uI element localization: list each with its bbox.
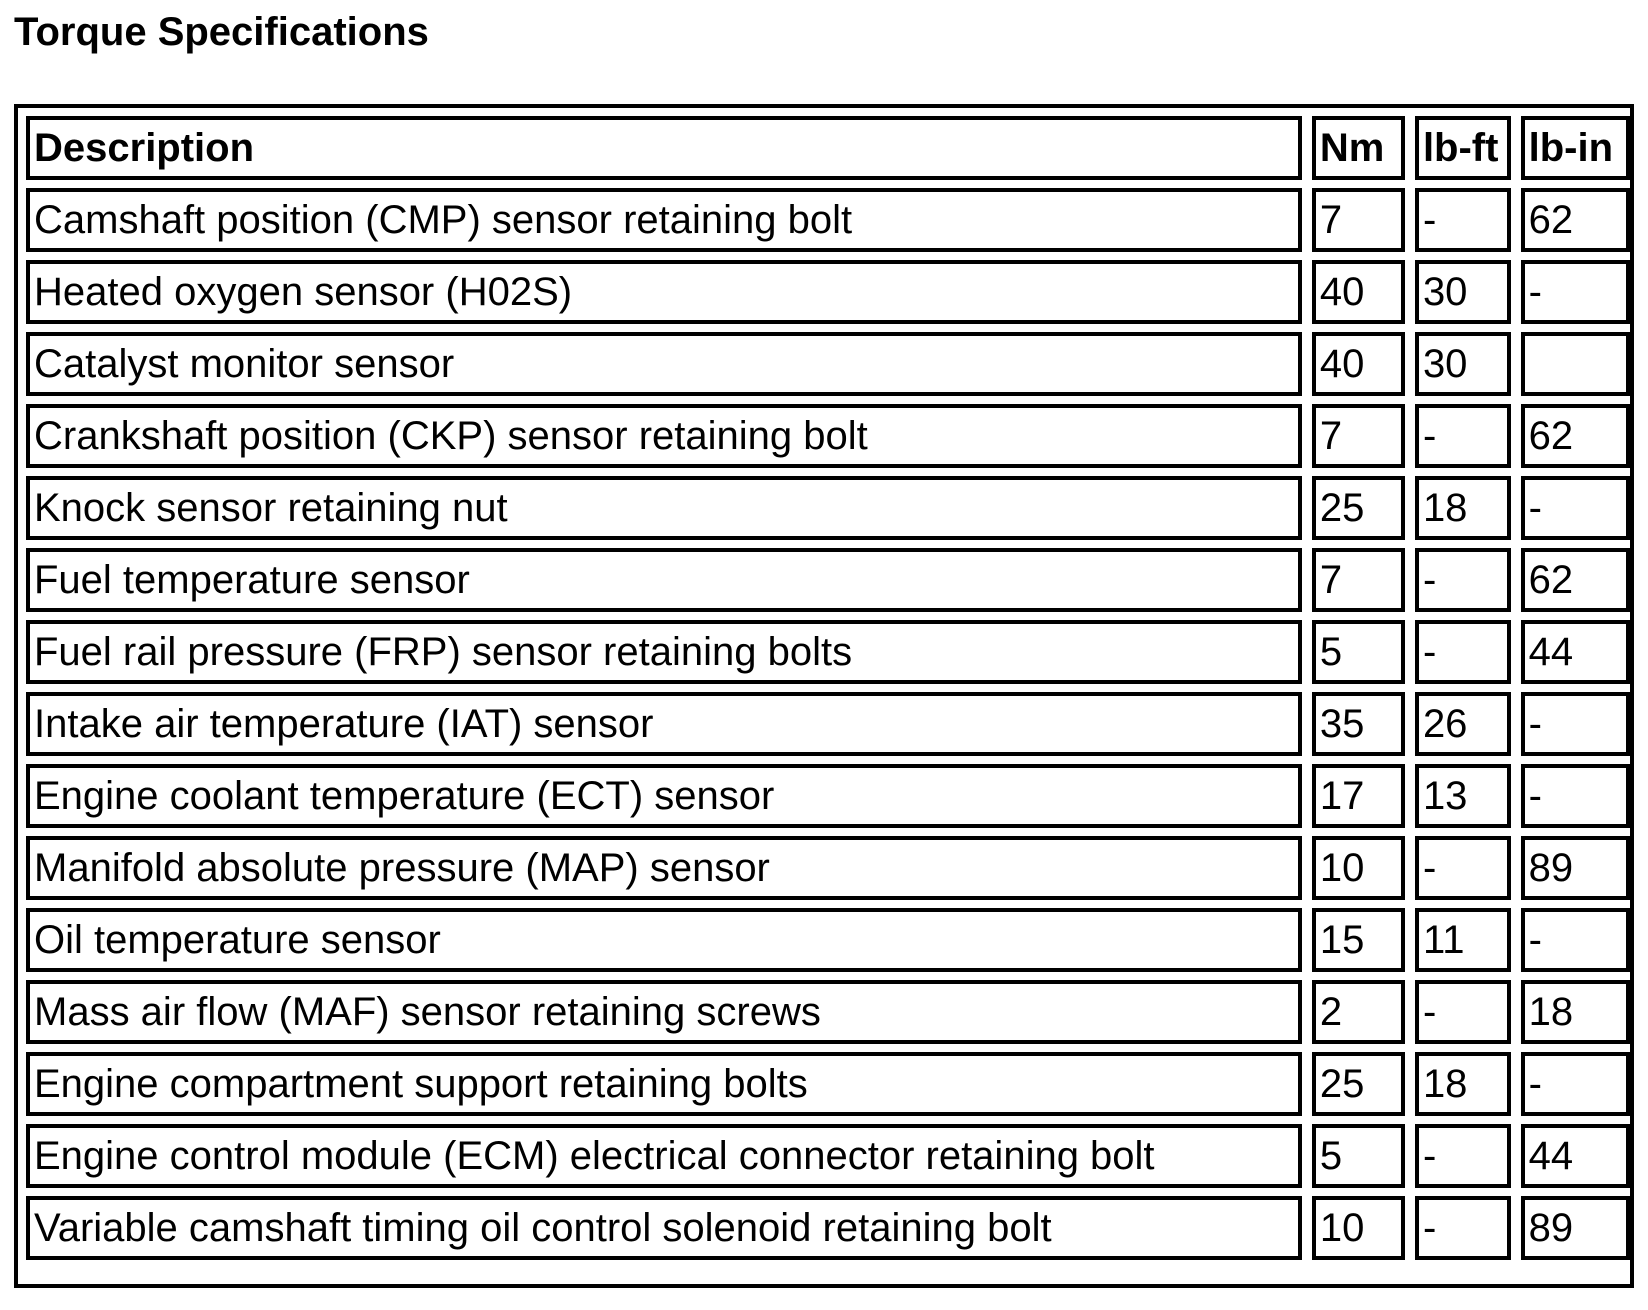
cell-lb-ft: - [1415, 836, 1511, 900]
cell-lb-ft: 13 [1415, 764, 1511, 828]
cell-lb-ft: - [1415, 1124, 1511, 1188]
table-row [26, 836, 1630, 900]
cell-lb-in: 62 [1521, 404, 1630, 468]
cell-nm: 40 [1312, 332, 1405, 396]
table-row [26, 1196, 1630, 1260]
header-lb-in: lb-in [1521, 116, 1630, 180]
cell-description: Mass air flow (MAF) sensor retaining screws [26, 980, 1302, 1044]
cell-nm: 35 [1312, 692, 1405, 756]
cell-lb-ft: - [1415, 980, 1511, 1044]
cell-description: Manifold absolute pressure (MAP) sensor [26, 836, 1302, 900]
cell-lb-ft: - [1415, 188, 1511, 252]
table-row [26, 404, 1630, 468]
cell-nm: 25 [1312, 1052, 1405, 1116]
table-row [26, 980, 1630, 1044]
cell-lb-in: - [1521, 1052, 1630, 1116]
cell-description: Engine control module (ECM) electrical connector retaining bolt [26, 1124, 1302, 1188]
cell-lb-in: 89 [1521, 1196, 1630, 1260]
cell-nm: 7 [1312, 404, 1405, 468]
table-row [26, 476, 1630, 540]
cell-nm: 40 [1312, 260, 1405, 324]
cell-lb-ft: - [1415, 1196, 1511, 1260]
table-row [26, 1052, 1630, 1116]
table-row [26, 692, 1630, 756]
cell-nm: 10 [1312, 836, 1405, 900]
cell-description: Oil temperature sensor [26, 908, 1302, 972]
cell-lb-in: - [1521, 260, 1630, 324]
header-lb-ft: lb-ft [1415, 116, 1511, 180]
cell-lb-in: 89 [1521, 836, 1630, 900]
cell-lb-ft: - [1415, 548, 1511, 612]
cell-nm: 7 [1312, 188, 1405, 252]
table-row [26, 548, 1630, 612]
table-row [26, 908, 1630, 972]
table-body [26, 188, 1630, 1260]
cell-description: Crankshaft position (CKP) sensor retaining bolt [26, 404, 1302, 468]
cell-lb-ft: 11 [1415, 908, 1511, 972]
cell-lb-ft: - [1415, 620, 1511, 684]
cell-nm: 7 [1312, 548, 1405, 612]
cell-lb-in: - [1521, 476, 1630, 540]
torque-spec-table [16, 108, 1640, 1268]
cell-lb-ft: - [1415, 404, 1511, 468]
header-description: Description [26, 116, 1302, 180]
table-row [26, 332, 1630, 396]
cell-lb-in: 18 [1521, 980, 1630, 1044]
cell-lb-in: 44 [1521, 620, 1630, 684]
page-title: Torque Specifications [14, 10, 429, 54]
table-row [26, 260, 1630, 324]
cell-lb-ft: 30 [1415, 332, 1511, 396]
cell-description: Catalyst monitor sensor [26, 332, 1302, 396]
cell-nm: 5 [1312, 1124, 1405, 1188]
cell-nm: 15 [1312, 908, 1405, 972]
cell-lb-in: - [1521, 908, 1630, 972]
cell-lb-in: 62 [1521, 548, 1630, 612]
cell-nm: 2 [1312, 980, 1405, 1044]
cell-description: Fuel rail pressure (FRP) sensor retaining bolts [26, 620, 1302, 684]
table-row [26, 1124, 1630, 1188]
cell-lb-in: 44 [1521, 1124, 1630, 1188]
torque-spec-table-frame [14, 104, 1634, 1288]
cell-lb-ft: 26 [1415, 692, 1511, 756]
cell-nm: 25 [1312, 476, 1405, 540]
table-row [26, 620, 1630, 684]
cell-nm: 5 [1312, 620, 1405, 684]
cell-lb-in: 62 [1521, 188, 1630, 252]
table-row [26, 188, 1630, 252]
cell-lb-in: - [1521, 764, 1630, 828]
cell-description: Fuel temperature sensor [26, 548, 1302, 612]
cell-description: Engine compartment support retaining bolts [26, 1052, 1302, 1116]
cell-lb-ft: 18 [1415, 1052, 1511, 1116]
cell-description: Heated oxygen sensor (H02S) [26, 260, 1302, 324]
table-header-row [26, 116, 1630, 180]
cell-description: Knock sensor retaining nut [26, 476, 1302, 540]
cell-lb-in: - [1521, 692, 1630, 756]
cell-description: Engine coolant temperature (ECT) sensor [26, 764, 1302, 828]
cell-nm: 17 [1312, 764, 1405, 828]
cell-description: Intake air temperature (IAT) sensor [26, 692, 1302, 756]
header-nm: Nm [1312, 116, 1405, 180]
cell-lb-ft: 30 [1415, 260, 1511, 324]
cell-lb-ft: 18 [1415, 476, 1511, 540]
cell-description: Camshaft position (CMP) sensor retaining bolt [26, 188, 1302, 252]
cell-lb-in [1521, 332, 1630, 396]
table-row [26, 764, 1630, 828]
cell-description: Variable camshaft timing oil control solenoid retaining bolt [26, 1196, 1302, 1260]
cell-nm: 10 [1312, 1196, 1405, 1260]
